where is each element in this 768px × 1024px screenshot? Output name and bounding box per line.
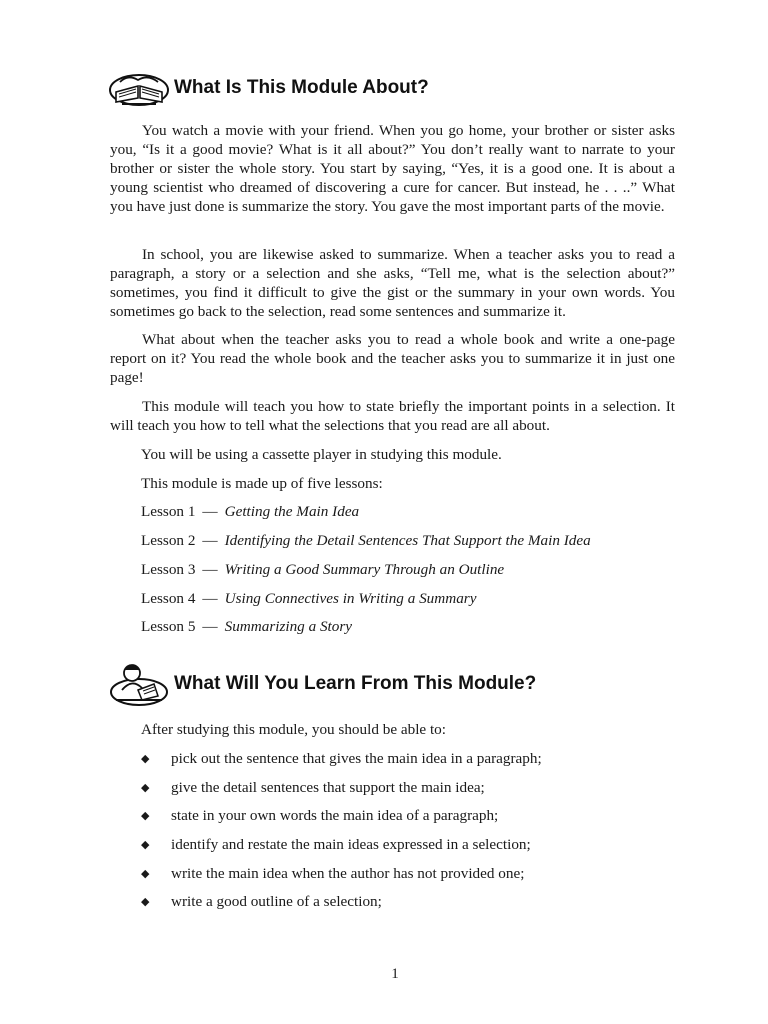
student-reading-icon xyxy=(108,660,170,708)
paragraph: This module will teach you how to state briefly the important points in a selection. It will teach you how to tell what the selections that you read are all about. xyxy=(110,398,675,434)
section-heading-module-about xyxy=(108,68,429,108)
lessons-intro: This module is made up of five lessons: xyxy=(141,475,383,492)
list-item xyxy=(141,864,524,884)
list-item xyxy=(141,835,531,855)
learn-intro: After studying this module, you should be able to: xyxy=(141,721,446,738)
lesson-label: Lesson 2 xyxy=(141,532,196,549)
lesson-title: Writing a Good Summary Through an Outline xyxy=(224,561,505,578)
open-book-icon xyxy=(108,68,170,108)
paragraph: In school, you are likewise asked to summarize. When a teacher asks you to read a paragraph, a story or a selection and she asks, “Tell me, what is the selection about?” sometimes, you find it difficult to give the gist or the summary in your own words. You sometimes go back to the selection, read some sentences and summarize it. xyxy=(110,246,675,320)
lesson-dash: — xyxy=(202,590,218,607)
lesson-item xyxy=(141,589,476,608)
list-item xyxy=(141,778,485,798)
list-item-text: write the main idea when the author has not provided one; xyxy=(171,865,525,882)
lesson-label: Lesson 3 xyxy=(141,561,196,578)
list-item xyxy=(141,806,498,826)
lesson-label: Lesson 4 xyxy=(141,590,196,607)
paragraph: You watch a movie with your friend. When you go home, your brother or sister asks you, “Is it a good movie? What is it all about?” You don’t really want to narrate to your brother or sister the whole story. You start by saying, “Yes, it is a good one. It is about a young scientist who dreamed of discovering a cure for cancer. But instead, he . . ..” What you have just done is summarize the story. You gave the most important parts of the movie. xyxy=(110,122,675,215)
page-number: 1 xyxy=(391,966,399,982)
lesson-item xyxy=(141,617,352,636)
list-item-text: write a good outline of a selection; xyxy=(171,893,382,910)
list-item-text: state in your own words the main idea of a paragraph; xyxy=(171,807,499,824)
lesson-title: Using Connectives in Writing a Summary xyxy=(224,590,477,607)
lesson-item xyxy=(141,502,359,521)
cassette-note: You will be using a cassette player in studying this module. xyxy=(141,446,502,463)
list-item-text: identify and restate the main ideas expressed in a selection; xyxy=(171,836,531,853)
bullet-diamond-icon: ◆ xyxy=(141,896,150,908)
lesson-label: Lesson 1 xyxy=(141,503,196,520)
lesson-dash: — xyxy=(202,503,218,520)
bullet-diamond-icon: ◆ xyxy=(141,810,150,822)
list-item xyxy=(141,749,542,769)
lesson-title: Summarizing a Story xyxy=(224,618,353,635)
list-item-text: give the detail sentences that support the main idea; xyxy=(171,779,485,796)
section-title: What Is This Module About? xyxy=(174,77,429,98)
section-title: What Will You Learn From This Module? xyxy=(174,673,537,694)
lesson-title: Identifying the Detail Sentences That Support the Main Idea xyxy=(224,532,591,549)
bullet-diamond-icon: ◆ xyxy=(141,753,150,765)
lesson-item xyxy=(141,531,591,550)
bullet-diamond-icon: ◆ xyxy=(141,868,150,880)
list-item xyxy=(141,892,382,912)
lesson-dash: — xyxy=(202,561,218,578)
lesson-label: Lesson 5 xyxy=(141,618,196,635)
lesson-item xyxy=(141,560,504,579)
list-item-text: pick out the sentence that gives the main idea in a paragraph; xyxy=(171,750,542,767)
lesson-dash: — xyxy=(202,532,218,549)
paragraph: What about when the teacher asks you to read a whole book and write a one-page report on it? You read the whole book and the teacher asks you to summarize it in just one page! xyxy=(110,331,675,386)
section-heading-learn xyxy=(108,660,536,708)
bullet-diamond-icon: ◆ xyxy=(141,782,150,794)
lesson-dash: — xyxy=(202,618,218,635)
bullet-diamond-icon: ◆ xyxy=(141,839,150,851)
lesson-title: Getting the Main Idea xyxy=(224,503,360,520)
